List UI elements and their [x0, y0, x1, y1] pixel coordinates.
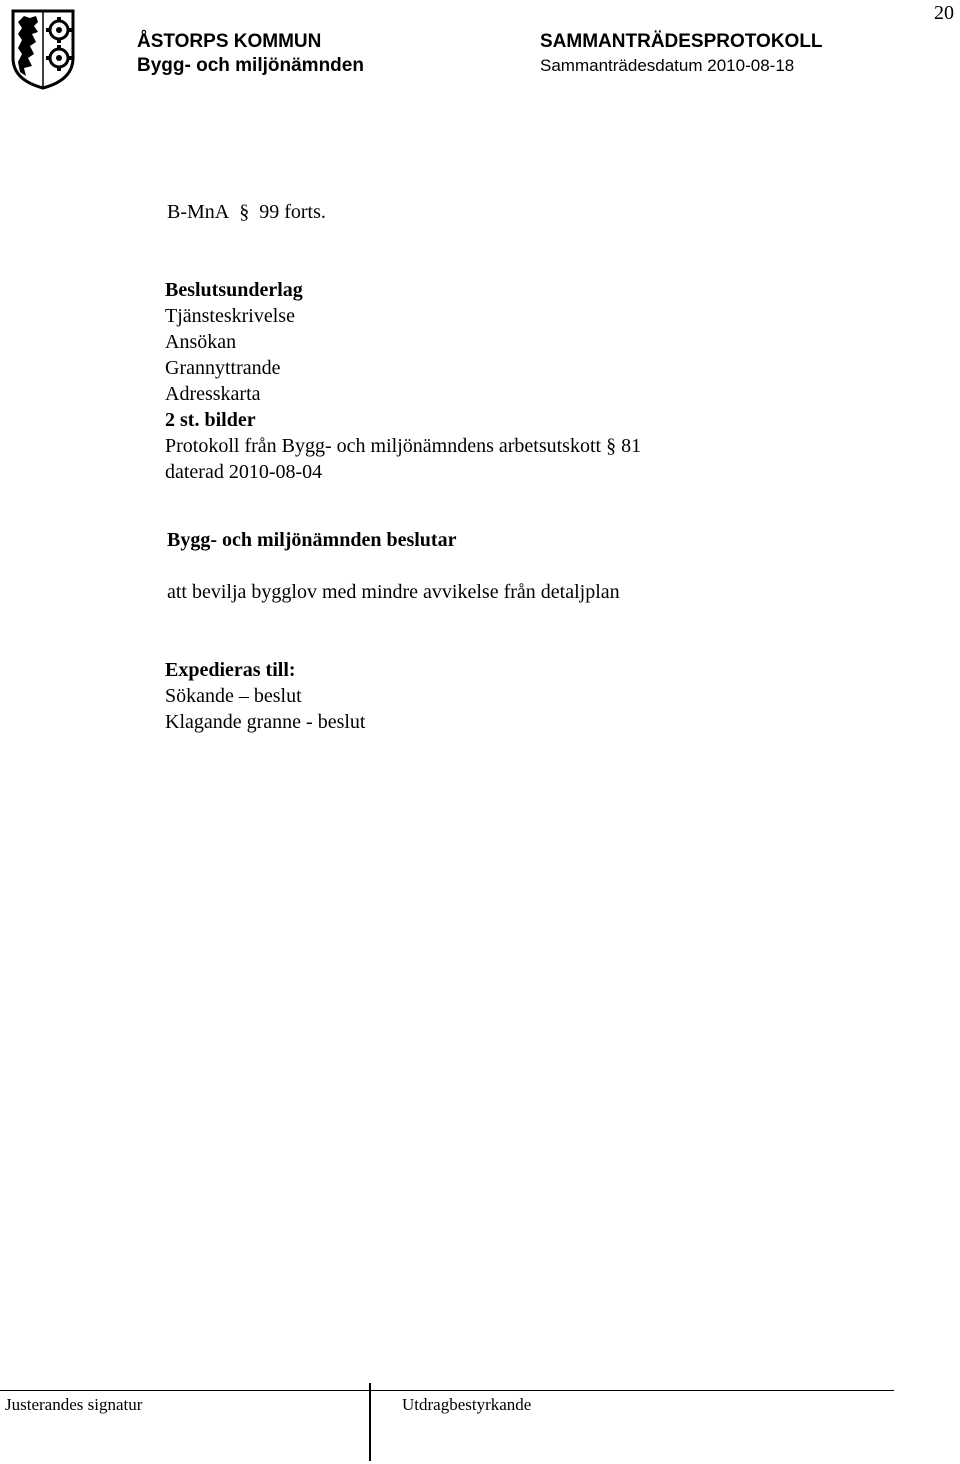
page-number: 20 — [934, 2, 954, 24]
protocol-section: 81 — [621, 435, 642, 457]
decision-heading: Bygg- och miljönämnden beslutar — [167, 529, 457, 551]
basis-item-pictures — [165, 407, 641, 433]
meeting-date-line — [540, 56, 794, 76]
footer-vertical-divider — [369, 1383, 371, 1461]
municipal-crest-icon — [10, 8, 76, 90]
meeting-date-label: Sammanträdesdatum — [540, 56, 703, 75]
footer-divider — [0, 1390, 894, 1391]
basis-item: Adresskarta — [165, 383, 261, 405]
section-sign: § — [239, 201, 250, 223]
signature-label: Justerandes signatur — [5, 1395, 143, 1414]
meeting-date: 2010-08-18 — [707, 56, 795, 75]
basis-item: Grannyttrande — [165, 357, 281, 379]
decision-text: att bevilja bygglov med mindre avvikelse från detaljplan — [167, 581, 620, 603]
section-reference — [167, 199, 326, 225]
document-type: SAMMANTRÄDESPROTOKOLL — [540, 31, 823, 52]
department-name: Bygg- och miljönämnden — [137, 55, 364, 76]
section-sign: § — [606, 435, 617, 457]
protocol-line: Protokoll från Bygg- och miljönämndens arbetsutskott — [165, 435, 602, 457]
distribution-item: Sökande – beslut — [165, 685, 302, 707]
reference-prefix: B-MnA — [167, 201, 230, 223]
decision-basis-heading: Beslutsunderlag — [165, 279, 303, 301]
pictures-count: 2 st. — [165, 409, 200, 431]
certification-label: Utdragbestyrkande — [402, 1395, 532, 1414]
decision-basis — [165, 277, 641, 485]
basis-item: Tjänsteskrivelse — [165, 305, 295, 327]
basis-item: Ansökan — [165, 331, 237, 353]
distribution — [165, 657, 365, 735]
distribution-heading: Expedieras till: — [165, 659, 296, 681]
distribution-item: Klagande granne - beslut — [165, 711, 366, 733]
organization-name: ÅSTORPS KOMMUN — [137, 31, 322, 52]
protocol-date: daterad 2010-08-04 — [165, 461, 323, 483]
protocol-reference — [165, 433, 641, 459]
reference-text: 99 forts. — [259, 201, 326, 223]
pictures-label: bilder — [199, 409, 256, 431]
